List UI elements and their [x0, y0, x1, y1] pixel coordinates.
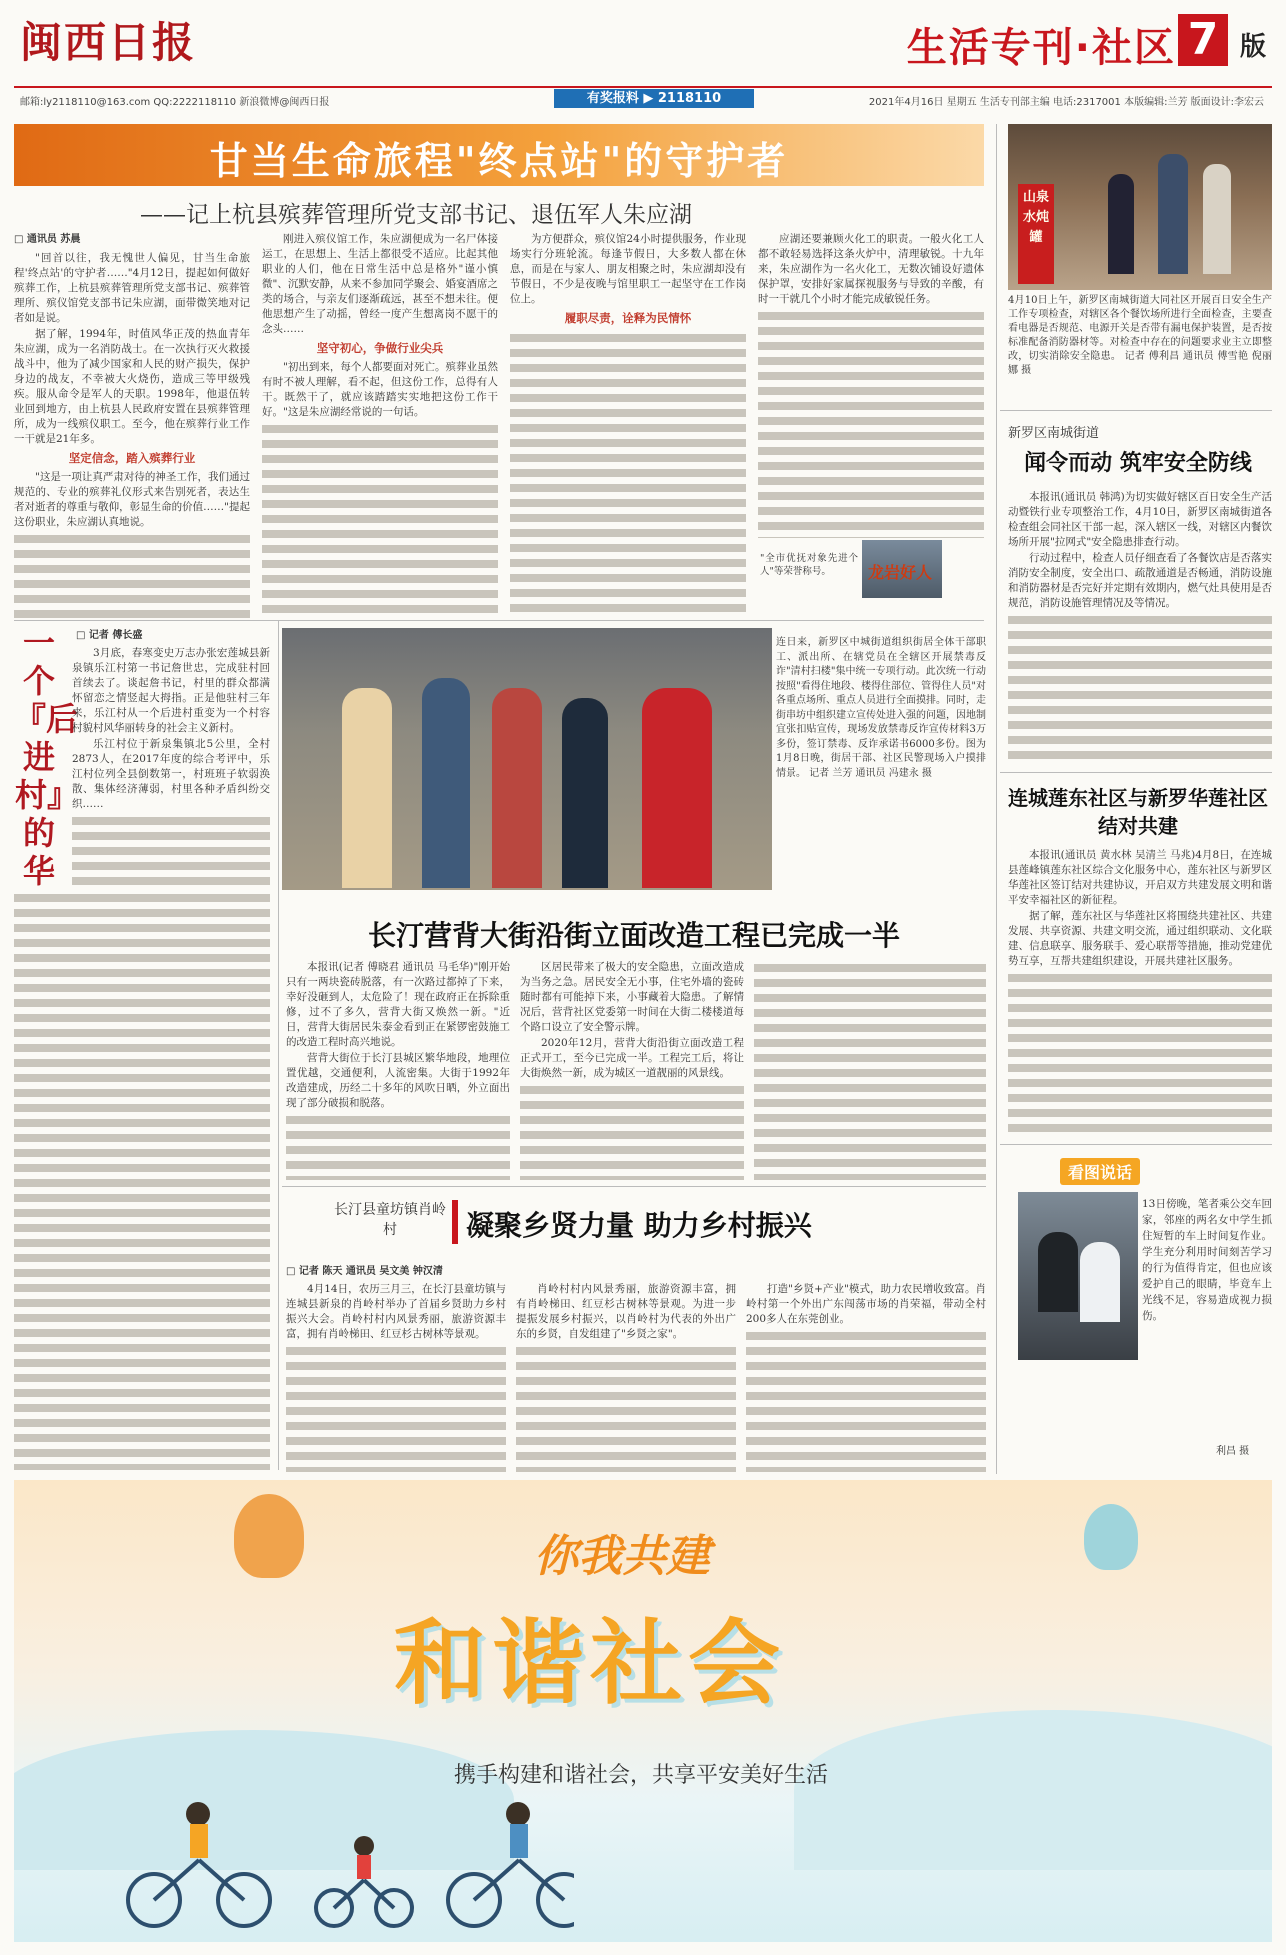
xiangxian-headline: 凝聚乡贤力量 助力乡村振兴 — [466, 1209, 812, 1242]
lianxi-paragraph: 据了解，莲东社区与华莲社区将围绕共建社区、共建发展、共享资源、共建文明交流，通过组织联动、文化联建、信息联享、服务联手、爱心联帮等措施，推动党建优势互享，互帮共建组织建设，开展共建社区服务。 — [1008, 910, 1272, 967]
street-column-2 — [520, 960, 744, 1180]
lead-byline: □ 通讯员 苏晨 — [14, 234, 81, 245]
lianxi-article — [1008, 848, 1272, 1138]
xiangxian-byline: □ 记者 陈天 通讯员 吴文美 钟汉清 — [286, 1266, 443, 1277]
safety-article — [1008, 490, 1272, 760]
lead-paragraph: 为方便群众，殡仪馆24小时提供服务，作业现场实行分班轮流。每逢节假日，大多数人都在休息，而是在与家人、朋友相聚之时，朱应湖却没有节假日，不少是夜晚与馆里职工一起坚守在工作岗位上。 — [510, 233, 746, 305]
stall-sign: 山泉水炖罐 — [1018, 184, 1054, 284]
inspection-caption: 4月10日上午，新罗区南城街道大同社区开展百日安全生产工作专项检查，对辖区各个餐饮场所进行全面检查，主要查看电器是否规范、电源开关是否带有漏电保护装置，是否按标准配备消防器材等。对检查中存在的问题要求业主立即整改，切实消除安全隐患。 记者 傅利昌 通讯员 傅雪艳 倪丽娜 摄 — [1008, 295, 1272, 376]
ad-slogan-main: 和谐社会 — [394, 1610, 787, 1717]
safety-paragraph: 行动过程中，检查人员仔细查看了各餐饮店是否落实消防安全制度，安全出口、疏散通道是否畅通，消防设施和消防器材是否完好并定期有效期内，燃气灶具使用是否规范，消防设施管理情况及等情况。 — [1008, 552, 1272, 609]
photo-credit: 利昌 摄 — [1216, 1446, 1250, 1457]
street-paragraph: 区居民带来了极大的安全隐患，立面改造成为当务之急。居民安全无小事，住宅外墙的瓷砖随时都有可能掉下来，小事藏着大隐患。了解情况后，营背社区党委第一时间在大街二楼楼道每个路口设立了安全警示牌。 — [520, 961, 744, 1033]
xiangxian-paragraph: 4月14日，农历三月三，在长汀县童坊镇与连城县新泉的肖岭村举办了首届乡贤助力乡村振兴大会。肖岭村村内风景秀丽，旅游资源丰富，拥有肖岭梯田、红豆杉古树林等景观。 — [286, 1283, 506, 1340]
safety-paragraph: 本报讯(通讯员 韩鸿)为切实做好辖区百日安全生产活动暨铁行业专项整治工作，4月10日，新罗区南城街道各检查组会同社区干部一起，深入辖区一线，对辖区内餐饮场所开展"拉网式"安全隐患排查行动。 — [1008, 491, 1272, 548]
hot-air-balloon-icon — [234, 1494, 304, 1578]
district-label: 新罗区南城街道 — [1008, 426, 1100, 441]
village-location: 长汀县童坊镇肖岭村 — [334, 1202, 446, 1238]
street-paragraph: 本报讯(记者 傅晓君 通讯员 马毛华)"刚开始只有一两块瓷砖脱落，有一次路过都掉了下来，幸好没砸到人，太危险了！现在政府正在拆除重修，过不了多久，营背大街又焕然一新。"近日，营背大街居民朱泰金看到正在紧锣密鼓施工的改造工程时高兴地说。 — [286, 961, 510, 1048]
village-headline: 一个『后进村』的华 — [14, 624, 79, 890]
lead-headline-banner — [14, 124, 984, 186]
lead-subhead: 坚定信念，踏入殡葬行业 — [68, 451, 196, 465]
issue-info: 2021年4月16日 星期五 生活专刊部主编 电话:2317001 本版编辑:兰芳 版面设计:李宏云 — [868, 97, 1264, 108]
news-hotline: 有奖报料 ▶ 2118110 — [554, 89, 754, 108]
family-cycling-illustration — [114, 1780, 574, 1930]
newspaper-logo: 闽西日报 — [20, 18, 197, 67]
lianxi-headline: 连城莲东社区与新罗华莲社区结对共建 — [1008, 786, 1268, 838]
lead-paragraph: 据了解，1994年，时值风华正茂的热血青年朱应湖，成为一名消防战士。在一次执行灭火救援战斗中，他为了减少国家和人民的财产损失，保护身边的战友，不幸被大火烧伤，造成三等甲级残疾。服从命令是军人的天职。1998年，他退伍转业回到地方，由上杭县人民政府安置在县殡葬管理所，成为一线殡仪职工。至今，他在殡葬行业工作一干就是21年多。 — [14, 328, 250, 445]
lianxi-paragraph: 本报讯(通讯员 黄水林 吴清兰 马兆)4月8日，在连城县莲峰镇莲东社区综合文化服务中心，莲东社区与新罗区华莲社区签订结对共建协议，开启双方共建发展文明和谐平安幸福社区的新征程。 — [1008, 849, 1272, 906]
village-byline: □ 记者 傅长盛 — [76, 630, 143, 641]
street-column-3 — [754, 960, 986, 1180]
bus-students-photo — [1018, 1192, 1138, 1360]
hot-air-balloon-icon — [1084, 1504, 1138, 1570]
xiangxian-column-2 — [516, 1282, 736, 1472]
inspection-photo — [1008, 124, 1272, 290]
photo-talk-label: 看图说话 — [1060, 1158, 1140, 1185]
anti-drug-photo — [282, 628, 772, 890]
public-service-ad — [14, 1480, 1272, 1942]
divider-mark — [452, 1200, 458, 1244]
village-paragraph: 乐江村位于新泉集镇北5公里，全村2873人，在2017年度的综合考评中，乐江村位列全县倒数第一，村班班子软弱涣散、集体经济薄弱，村里各种矛盾纠纷交织…… — [72, 738, 270, 810]
ad-slogan-sub: 携手构建和谐社会，共享平安美好生活 — [454, 1763, 829, 1788]
lead-column-1 — [14, 232, 250, 618]
photo-talk-caption: 13日傍晚，笔者乘公交车回家，邻座的两名女中学生抓住短暂的车上时间复作业。学生充分利用时间刻苦学习的行为值得肯定，但也应该爱护自己的眼睛，毕竟车上光线不足，容易造成视力损伤。 — [1142, 1198, 1272, 1322]
xiangxian-column-3 — [746, 1282, 986, 1472]
contact-info: 邮箱:ly2118110@163.com QQ:2222118110 新浪微博@闽西日报 — [20, 97, 330, 108]
village-column-top — [72, 646, 270, 886]
xiangxian-paragraph: 肖岭村村内风景秀丽，旅游资源丰富，拥有肖岭梯田、红豆杉古树林等景观。为进一步提振发展乡村振兴，以肖岭村为代表的外出广东的乡贤，自发组建了"乡贤之家"。 — [516, 1283, 736, 1340]
street-headline: 长汀营背大街沿街立面改造工程已完成一半 — [367, 919, 900, 952]
lead-paragraph: "回首以往，我无愧世人偏见，甘当生命旅程'终点站'的守护者……"4月12日，提起如何做好殡葬工作，上杭县殡葬管理所党支部书记、殡葬管理所、殡仪馆党支部书记朱应湖，面带微笑地对记者如是说。 — [14, 252, 250, 324]
masthead — [14, 8, 1272, 90]
ad-slogan-top: 你我共建 — [534, 1531, 710, 1582]
street-column-1 — [286, 960, 510, 1180]
section-title: 生活专刊·社区 — [906, 25, 1176, 71]
lead-paragraph: 应湖还要兼顾火化工的职责。一般火化工人都不敢轻易选择这条火炉中，清理敏锐。十九年来，朱应湖作为一名火化工，无数次铺设好遗体保护罩，安排好家属探视服务与导致的辛酸，有时一干就几个小时才能完成敏锐任务。 — [758, 233, 984, 305]
street-paragraph: 2020年12月，营背大街沿街立面改造工程正式开工，至今已完成一半。工程完工后，将让大街焕然一新，成为城区一道靓丽的风景线。 — [520, 1037, 744, 1079]
info-bar — [14, 86, 1272, 108]
lead-headline: 甘当生命旅程"终点站"的守护者 — [209, 139, 789, 183]
lead-column-2 — [262, 232, 498, 618]
anti-drug-caption: 连日来，新罗区中城街道组织街居全体干部职工、派出所、在辖党员在全辖区开展禁毒反诈"清村扫楼"集中统一专项行动。此次统一行动按照"看得住地段、楼得住部位、管得住人员"对各重点场所、重点人员进行全面摸排。同时，走街串坊中组织建立宣传处进入强的问题，因地制宜张扣贴宣传，现场发放禁毒反诈宣传材料3万多份，签订禁毒、反诈承诺书6000多份。图为1月8日晚，街居干部、社区民警现场入户摸排情景。 记者 兰芳 通讯员 冯建永 摄 — [776, 637, 986, 779]
xiangxian-paragraph: 打造"乡贤+产业"模式，助力农民增收致富。肖岭村第一个外出广东闯荡市场的肖荣福，带动全村200多人在东莞创业。 — [746, 1283, 986, 1325]
village-column-bottom — [14, 890, 270, 1470]
safety-headline: 闻令而动 筑牢安全防线 — [1024, 451, 1252, 476]
page-suffix: 版 — [1239, 32, 1266, 62]
lead-paragraph: "初出到来，每个人都要面对死亡。殡葬业虽然有时不被人理解，看不起，但这份工作，总得有人干。既然干了，就应该踏踏实实地把这份工作干好。"这是朱应湖经常说的一句话。 — [262, 361, 498, 418]
lead-subhead: 坚守初心，争做行业尖兵 — [316, 341, 444, 355]
street-paragraph: 营背大街位于长汀县城区繁华地段，地理位置优越，交通便利，人流密集。大街于1992年改造建成，历经二十多年的风吹日晒，外立面出现了部分破损和脱落。 — [286, 1052, 510, 1109]
honor-text: "全市优抚对象先进个人"等荣誉称号。 — [760, 553, 858, 577]
village-paragraph: 3月底，春寒变史万志办张宏莲城县新泉镇乐江村第一书记詹世忠，完成驻村回首续去了。谈起詹书记，村里的群众都满怀留恋之情竖起大拇指。正是他驻村三年来，乐江村从一个后进村重变为一个村容村貌村风华丽转身的社会主义新村。 — [72, 647, 270, 734]
xiangxian-column-1 — [286, 1282, 506, 1472]
page-number: 7 — [1178, 14, 1228, 66]
lead-subhead: 履职尽责，诠释为民情怀 — [564, 311, 692, 325]
lead-paragraph: 刚进入殡仪馆工作，朱应湖便成为一名尸体接运工，在思想上、生活上都很受不适应。比起其他职业的人们，他在日常生活中总是格外"谨小慎微"、沉默安静，从来不参加同学聚会、婚宴酒席之类的场合，与亲友们逐渐疏远，甚至不想未往。便他思想产生了动摇，曾经一度产生想离岗不愿干的念头…… — [262, 233, 498, 335]
lead-subheadline: ——记上杭县殡葬管理所党支部书记、退伍军人朱应湖 — [140, 202, 692, 228]
good-person-label: 龙岩好人 — [868, 563, 933, 582]
lead-paragraph: "这是一项让真严肃对待的神圣工作，我们通过规范的、专业的殡葬礼仪形式来告别死者，表达生者对逝者的尊重与敬仰，彰显生命的价值……"提起这份职业，朱应湖认真地说。 — [14, 471, 250, 528]
lead-column-3 — [510, 232, 746, 618]
